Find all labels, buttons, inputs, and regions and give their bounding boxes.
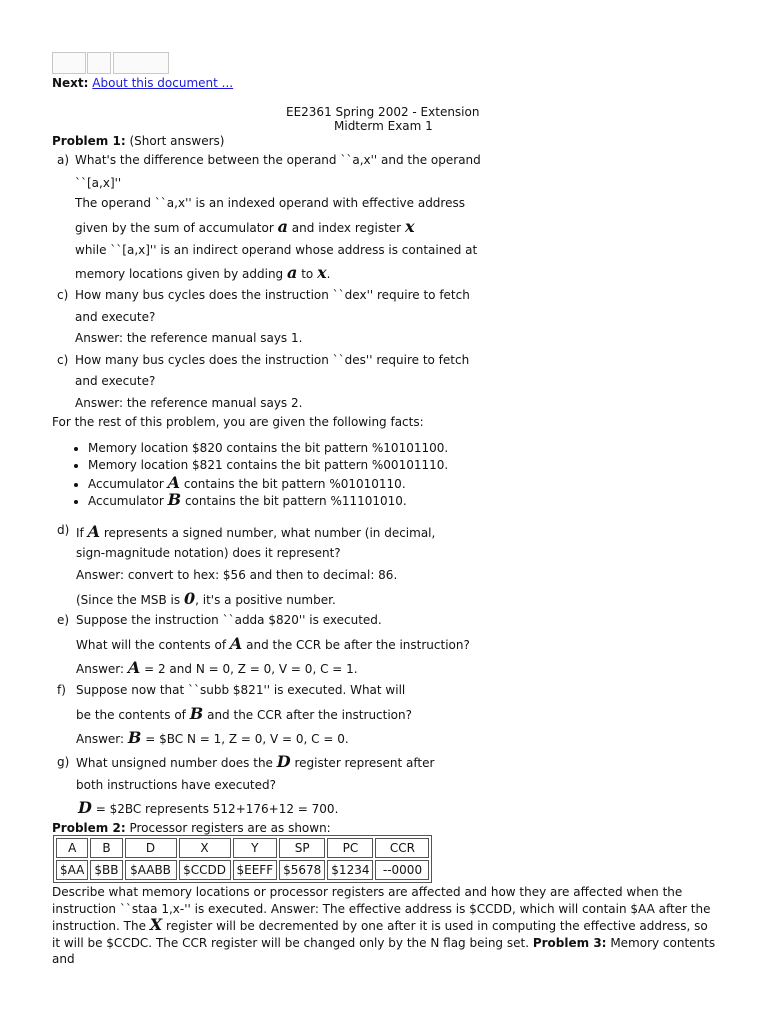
fact-text: Accumulator	[88, 477, 164, 491]
nav-next-label: Next:	[52, 76, 89, 90]
question-text: What unsigned number does the	[76, 756, 273, 770]
table-cell: $CCDD	[179, 860, 231, 880]
item-a-answer-line4	[75, 263, 331, 282]
answer-text: Answer:	[76, 732, 125, 746]
answer-text: Answer:	[76, 662, 125, 676]
item-g-answer	[78, 798, 339, 817]
problem2-heading-line	[52, 821, 331, 835]
table-cell: $1234	[327, 860, 373, 880]
item-a-question-line1: What's the difference between the operand ``a,x'' and the operand	[75, 153, 481, 167]
item-f-marker: f)	[57, 683, 66, 697]
item-g-question-line1	[76, 752, 435, 771]
table-header-cell: CCR	[375, 838, 429, 858]
item-a-marker: a)	[57, 153, 70, 167]
math-var-x: x	[317, 263, 327, 282]
question-text: register represent after	[294, 756, 435, 770]
math-var-B: B	[189, 704, 204, 723]
question-text: What will the contents of	[76, 638, 227, 652]
table-cell: $AA	[56, 860, 88, 880]
fact-text: contains the bit pattern %11101010.	[184, 494, 407, 508]
nav-line	[52, 76, 233, 90]
item-c2-question-line1: How many bus cycles does the instruction ``des'' require to fetch	[75, 353, 470, 367]
item-a-question-line2: ``[a,x]''	[75, 176, 122, 190]
fact-text: Accumulator	[88, 494, 164, 508]
nav-up-button[interactable]	[87, 52, 111, 74]
table-header-row	[56, 838, 429, 858]
table-header-cell: SP	[279, 838, 325, 858]
math-var-X: X	[149, 915, 163, 934]
paragraph-text: register will be decremented by one after it is used in computing the effective address, so it will be $CCDC. The CCR register will be changed only by the N flag being set.	[52, 919, 708, 950]
answer-text: , it's a positive number.	[195, 593, 336, 607]
math-var-B: B	[167, 490, 182, 509]
list-item	[88, 491, 448, 508]
nav-contents-button[interactable]	[113, 52, 169, 74]
item-d-answer-line2	[76, 589, 336, 608]
problem2-heading: Problem 2:	[52, 821, 126, 835]
table-header-cell: D	[125, 838, 177, 858]
document-title-line2: Midterm Exam 1	[334, 119, 433, 133]
answer-text: and index register	[291, 221, 402, 235]
answer-text: given by the sum of accumulator	[75, 221, 274, 235]
table-header-cell: PC	[327, 838, 373, 858]
math-var-A: A	[127, 658, 141, 677]
table-cell: $BB	[90, 860, 122, 880]
item-d-answer-line1: Answer: convert to hex: $56 and then to decimal: 86.	[76, 568, 398, 582]
table-header-cell: X	[179, 838, 231, 858]
answer-text: = $BC N = 1, Z = 0, V = 0, C = 0.	[145, 732, 349, 746]
problem1-subtitle: (Short answers)	[129, 134, 225, 148]
item-c1-question-line2: and execute?	[75, 310, 156, 324]
table-row	[56, 860, 429, 880]
problem2-intro: Processor registers are as shown:	[129, 821, 331, 835]
question-text: and the CCR after the instruction?	[207, 708, 413, 722]
list-item: • Memory location $821 contains the bit pattern %00101110.	[88, 457, 448, 474]
problem2-answer-paragraph	[52, 884, 716, 968]
math-var-x: x	[404, 217, 415, 236]
item-e-answer	[76, 658, 358, 677]
math-var-a: a	[277, 217, 288, 236]
table-header-cell: Y	[233, 838, 278, 858]
item-a-answer-line1: The operand ``a,x'' is an indexed operand with effective address	[75, 196, 465, 210]
question-text: be the contents of	[76, 708, 186, 722]
nav-next-button[interactable]	[52, 52, 86, 74]
problem3-intro: Memory contents and	[52, 935, 716, 966]
fact-text: contains the bit pattern %01010110.	[183, 477, 406, 491]
item-f-question-line1: Suppose now that ``subb $821'' is executed. What will	[76, 683, 406, 697]
item-c1-marker: c)	[57, 288, 69, 302]
table-cell: $5678	[279, 860, 325, 880]
math-zero: 0	[183, 589, 196, 608]
table-cell: --0000	[375, 860, 429, 880]
item-d-question-line1	[76, 522, 436, 541]
question-text: and the CCR be after the instruction?	[246, 638, 470, 652]
list-item	[88, 474, 448, 491]
math-var-a: a	[287, 263, 298, 282]
problem3-heading: Problem 3:	[532, 935, 607, 950]
answer-text: = $2BC represents 512+176+12 = 700.	[95, 802, 339, 816]
item-a-answer-line2	[75, 217, 415, 236]
item-f-answer	[76, 728, 349, 747]
math-var-B: B	[127, 728, 142, 747]
answer-text: .	[326, 267, 331, 281]
item-c1-question-line1: How many bus cycles does the instruction ``dex'' require to fetch	[75, 288, 470, 302]
item-e-marker: e)	[57, 613, 70, 627]
table-cell: $AABB	[125, 860, 177, 880]
about-document-link[interactable]: About this document ...	[92, 76, 234, 90]
answer-text: = 2 and N = 0, Z = 0, V = 0, C = 1.	[144, 662, 358, 676]
document-title-line1: EE2361 Spring 2002 - Extension	[286, 105, 480, 119]
problem1-heading-line	[52, 134, 224, 148]
answer-text: to	[301, 267, 314, 281]
problem1-heading: Problem 1:	[52, 134, 126, 148]
facts-intro: For the rest of this problem, you are given the following facts:	[52, 415, 424, 429]
answer-text: (Since the MSB is	[76, 593, 181, 607]
item-d-marker: d)	[57, 523, 70, 537]
item-e-question-line1: Suppose the instruction ``adda $820'' is executed.	[76, 613, 382, 627]
table-cell: $EEFF	[233, 860, 278, 880]
item-f-question-line2	[76, 704, 413, 723]
facts-list	[70, 440, 448, 508]
item-c1-answer: Answer: the reference manual says 1.	[75, 331, 303, 345]
item-g-marker: g)	[57, 755, 70, 769]
registers-table	[53, 835, 432, 883]
item-c2-answer: Answer: the reference manual says 2.	[75, 396, 303, 410]
math-var-A: A	[167, 473, 181, 492]
math-var-D: D	[78, 798, 92, 817]
item-a-answer-line3: while ``[a,x]'' is an indirect operand whose address is contained at	[75, 243, 478, 257]
list-item: • Memory location $820 contains the bit pattern %10101100.	[88, 440, 448, 457]
table-header-cell: B	[90, 838, 122, 858]
item-c2-marker: c)	[57, 353, 69, 367]
math-var-D: D	[276, 752, 291, 771]
question-text: represents a signed number, what number (in decimal,	[103, 526, 436, 540]
math-var-A: A	[87, 522, 101, 541]
item-d-question-line2: sign-magnitude notation) does it represent?	[76, 546, 341, 560]
answer-text: memory locations given by adding	[75, 267, 284, 281]
table-header-cell: A	[56, 838, 88, 858]
question-text: If	[76, 526, 84, 540]
item-e-question-line2	[76, 634, 470, 653]
math-var-A: A	[229, 634, 243, 653]
item-c2-question-line2: and execute?	[75, 374, 156, 388]
paragraph-text: Describe what memory locations or processor registers are affected and how they are affected when the instruction ``staa 1,x-'' is executed. Answer: The effective address is $CCDD, which will contain $AA after the instruction. The	[52, 885, 711, 933]
item-g-question-line2: both instructions have executed?	[76, 778, 276, 792]
